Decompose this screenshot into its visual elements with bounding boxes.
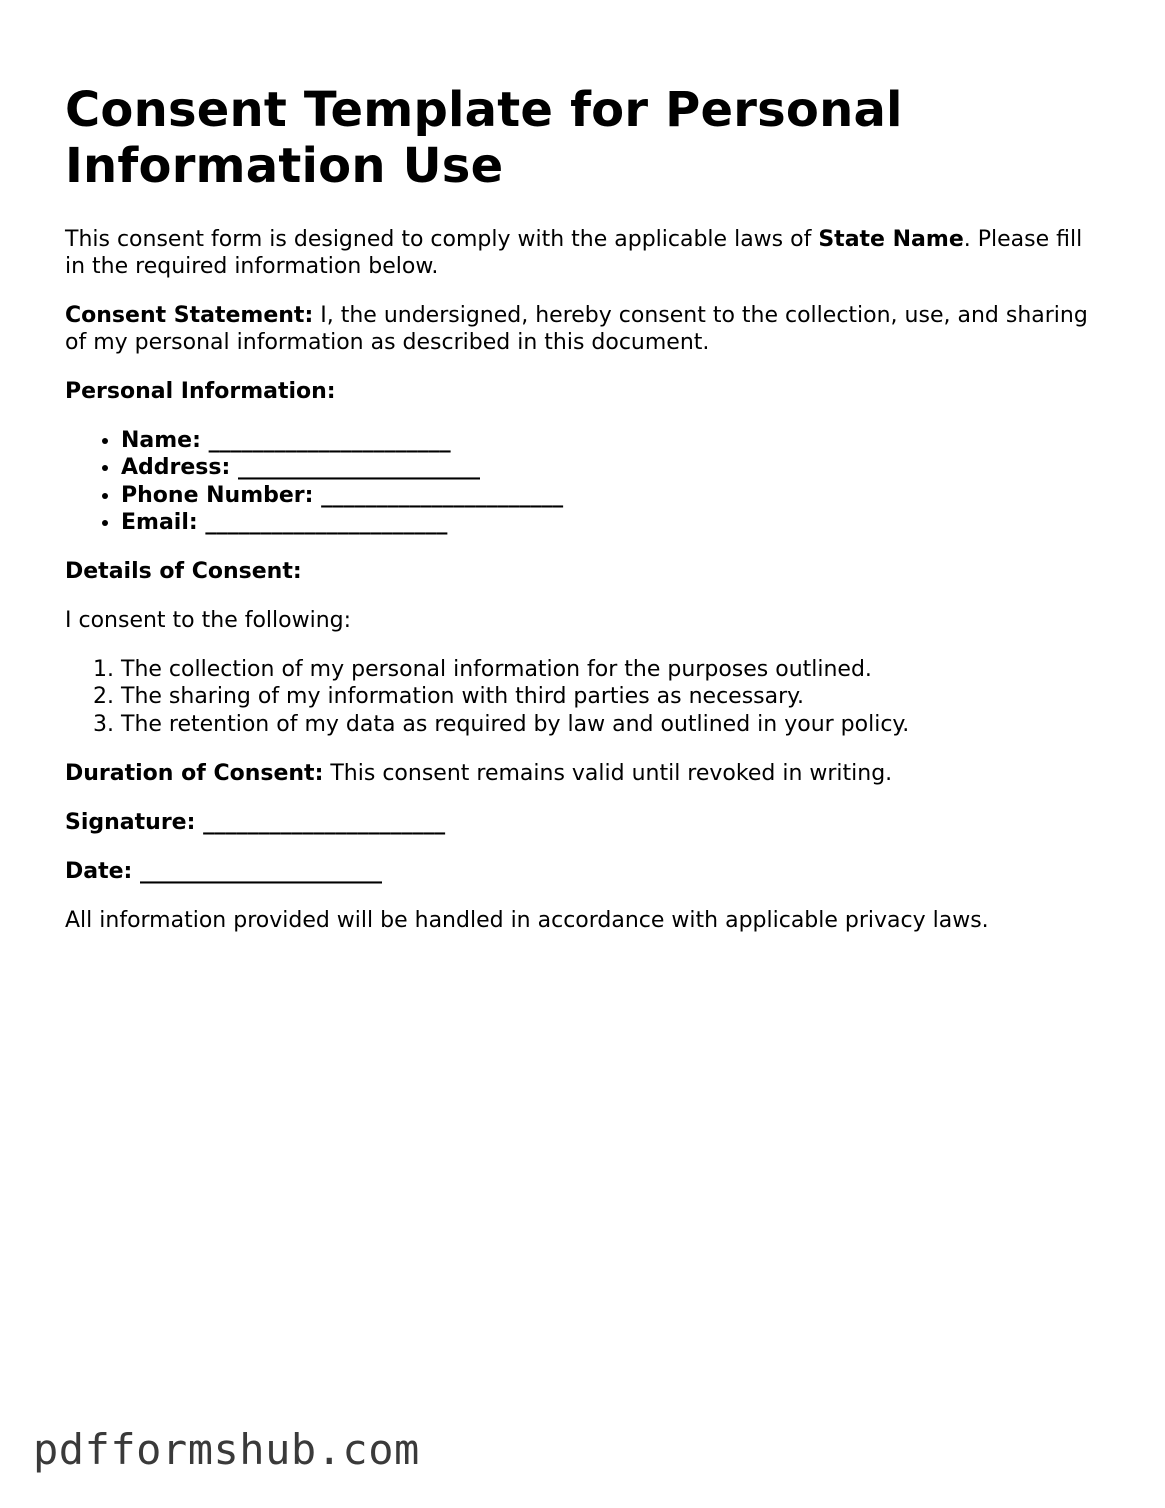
state-name: State Name bbox=[818, 227, 964, 252]
list-item bbox=[121, 482, 1105, 509]
personal-info-heading bbox=[65, 378, 1105, 405]
date-line bbox=[65, 858, 1105, 885]
site-watermark: pdfformshub.com bbox=[33, 1425, 420, 1474]
intro-text-after: . Please fill in the required information below. bbox=[65, 227, 1083, 279]
date-label: Date: bbox=[65, 859, 133, 885]
list-item bbox=[121, 509, 1105, 536]
document-page bbox=[65, 82, 1105, 956]
consent-items-list bbox=[65, 656, 1105, 738]
intro-text-before: This consent form is designed to comply with the applicable laws of bbox=[65, 227, 819, 252]
duration-paragraph bbox=[65, 760, 1105, 787]
consent-statement-label: Consent Statement: bbox=[65, 303, 314, 328]
signature-label: Signature: bbox=[65, 810, 196, 836]
document-title: Consent Template for Personal Information Use bbox=[65, 82, 903, 194]
name-field-label: Name: bbox=[121, 428, 201, 453]
consent-statement bbox=[65, 302, 1105, 356]
list-item: 3. The retention of my data as required by law and outlined in your policy. bbox=[121, 711, 1105, 738]
address-field-label: Address: bbox=[121, 455, 231, 481]
date-blank[interactable]: ______________________ bbox=[140, 859, 383, 885]
signature-line bbox=[65, 809, 1105, 836]
details-heading bbox=[65, 558, 1105, 585]
details-heading-text: Details of Consent: bbox=[65, 559, 302, 585]
intro-paragraph bbox=[65, 226, 1105, 280]
phone-field-blank[interactable]: ______________________ bbox=[321, 482, 564, 508]
email-field-blank[interactable]: ______________________ bbox=[205, 509, 448, 535]
duration-label: Duration of Consent: bbox=[65, 761, 324, 787]
personal-info-heading-text: Personal Information: bbox=[65, 379, 336, 404]
list-item: 1. The collection of my personal information for the purposes outlined. bbox=[121, 656, 1105, 683]
list-item bbox=[121, 454, 1105, 481]
address-field-blank[interactable]: ______________________ bbox=[237, 455, 480, 481]
list-item bbox=[121, 427, 1105, 454]
personal-info-list bbox=[65, 427, 1105, 536]
email-field-label: Email: bbox=[121, 509, 198, 535]
signature-blank[interactable]: ______________________ bbox=[203, 810, 446, 836]
name-field-blank[interactable]: ______________________ bbox=[208, 428, 451, 453]
phone-field-label: Phone Number: bbox=[121, 482, 314, 508]
consent-statement-text: I, the undersigned, hereby consent to the collection, use, and sharing of my personal information as described in this document. bbox=[65, 303, 1088, 355]
footer-note: All information provided will be handled in accordance with applicable privacy laws. bbox=[65, 908, 989, 934]
details-lead: I consent to the following: bbox=[65, 608, 352, 634]
list-item: 2. The sharing of my information with third parties as necessary. bbox=[121, 683, 1105, 710]
duration-text: This consent remains valid until revoked in writing. bbox=[323, 761, 893, 787]
